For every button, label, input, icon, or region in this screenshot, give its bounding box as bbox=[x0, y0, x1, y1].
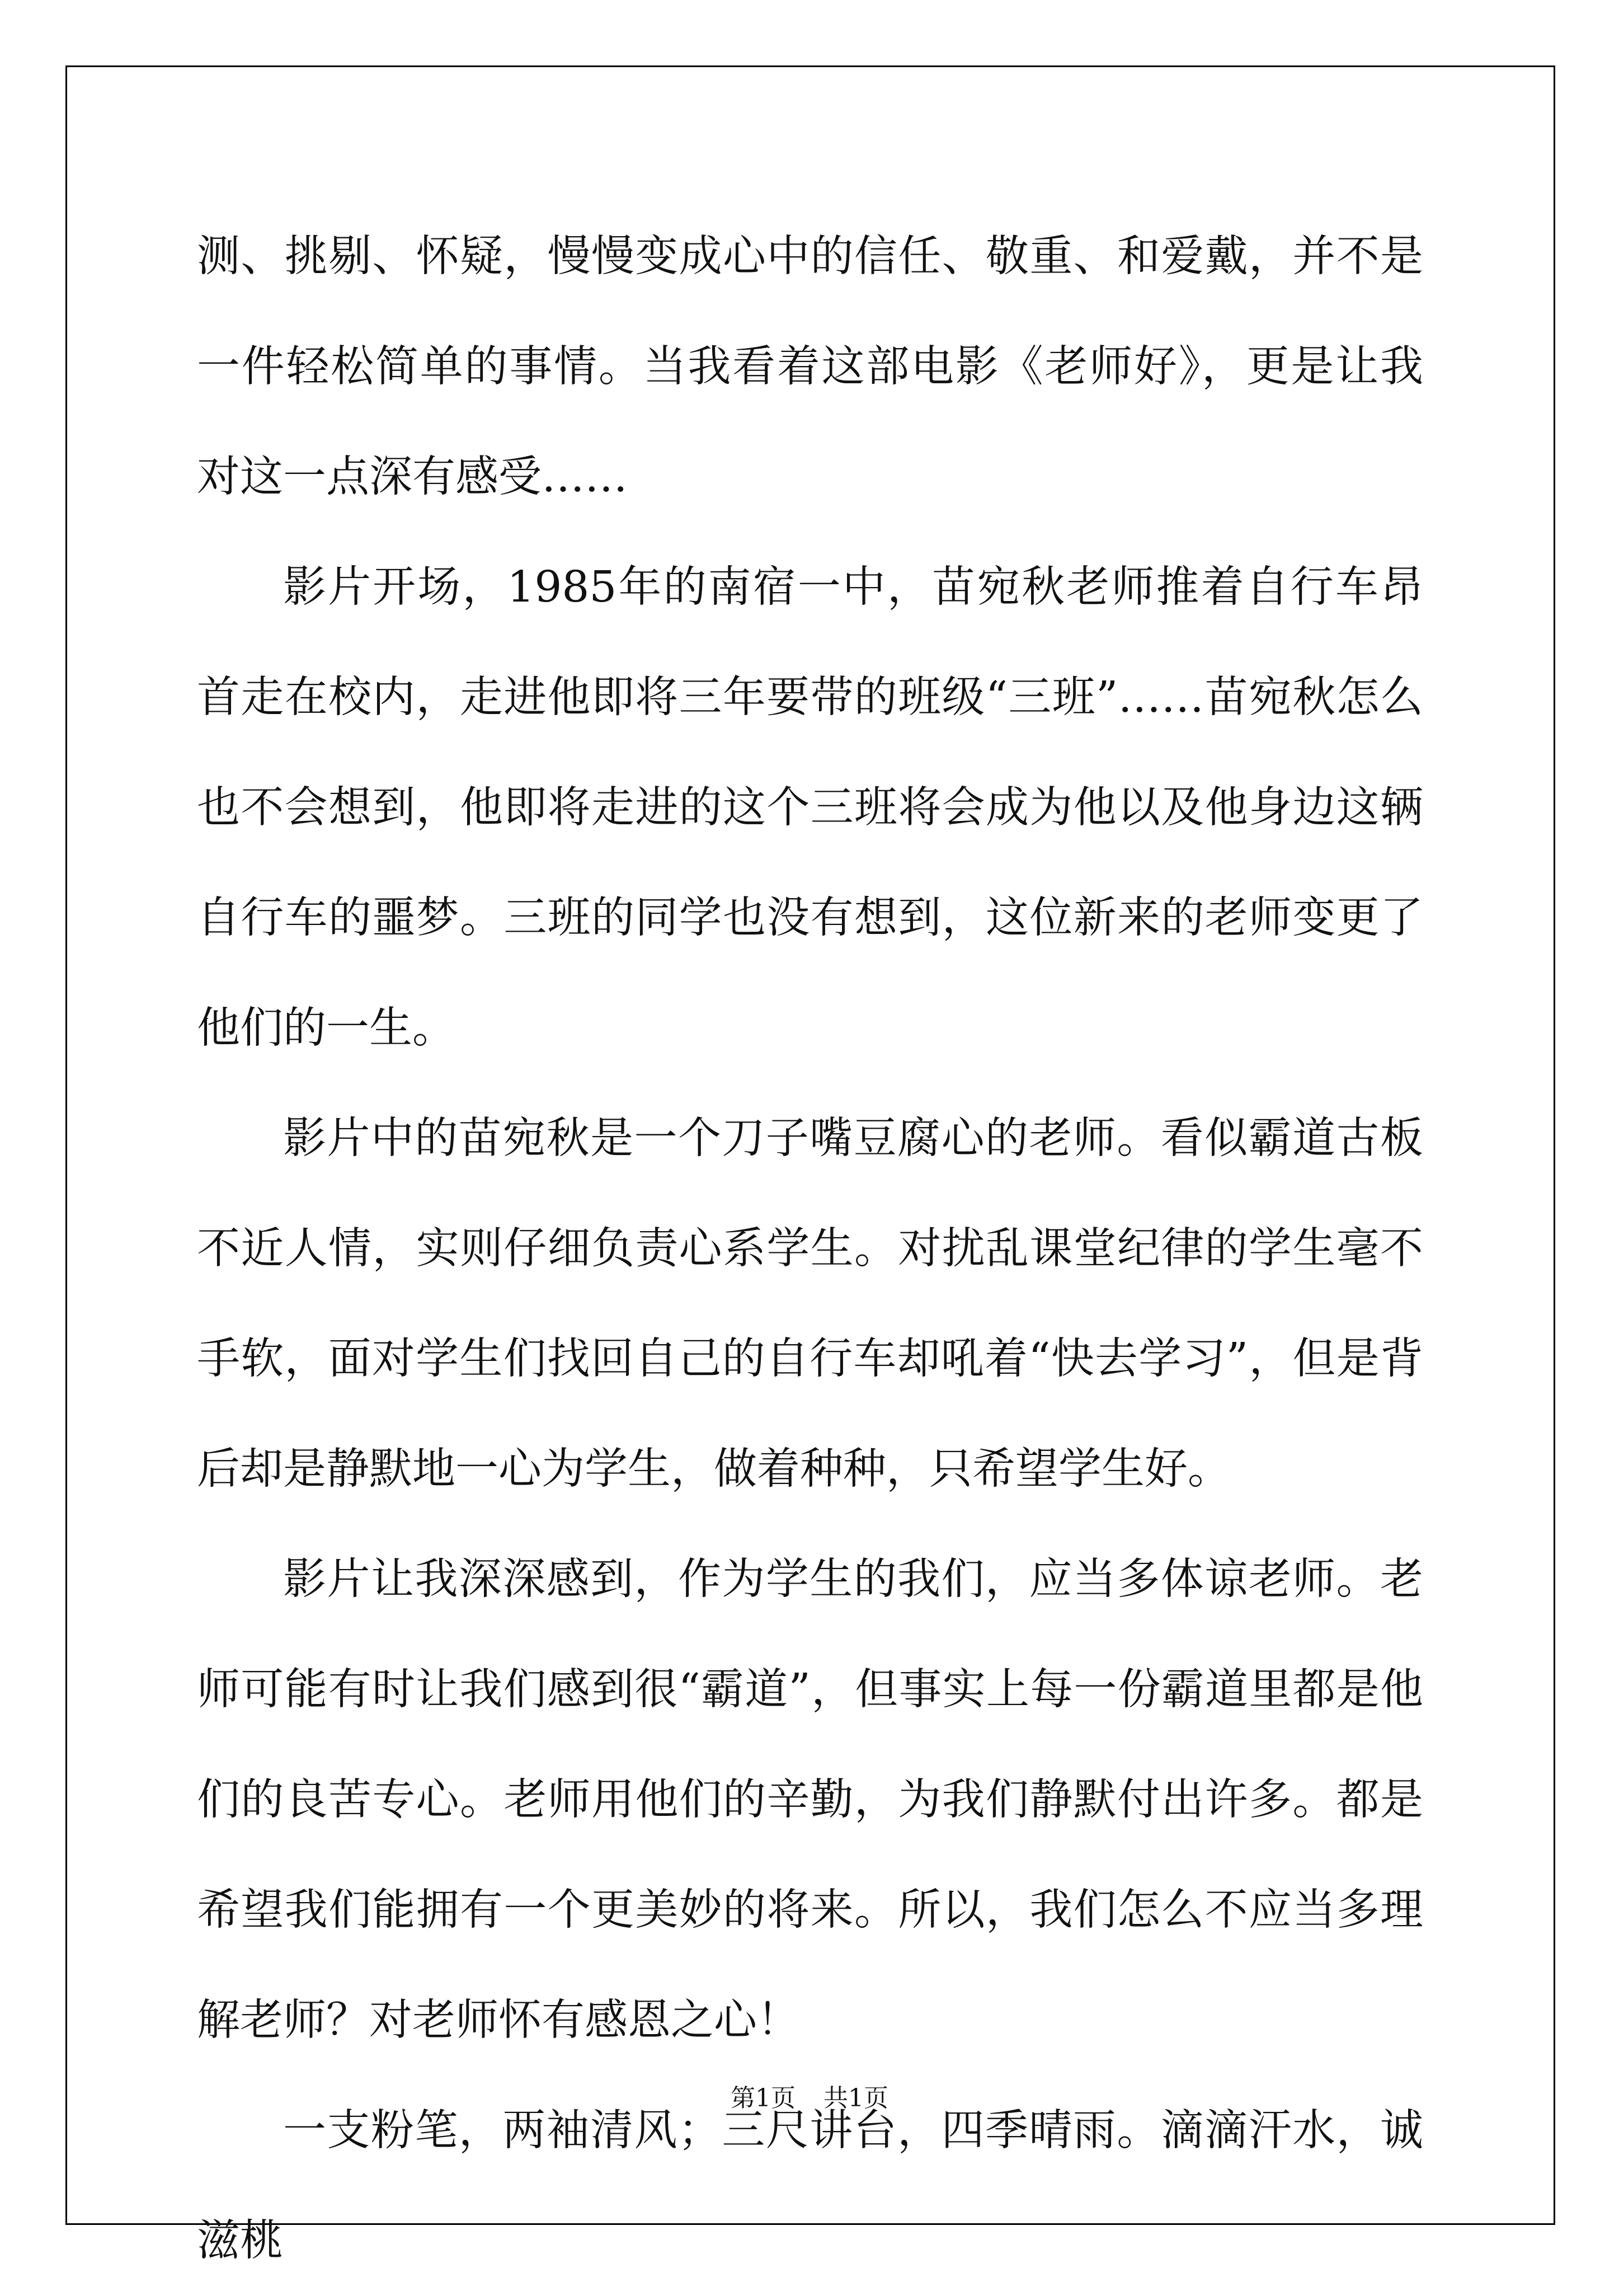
paragraph-2: 影片开场，1985年的南宿一中，苗宛秋老师推着自行车昂首走在校内，走进他即将三年要带的班级“三班”……苗宛秋怎么也不会想到，他即将走进的这个三班将会成为他以及他身边这辆自行车的噩梦。三班的同学也没有想到，这位新来的老师变更了他们的一生。 bbox=[197, 562, 1423, 1053]
paragraph-3: 影片中的苗宛秋是一个刀子嘴豆腐心的老师。看似霸道古板不近人情，实则仔细负责心系学生。对扰乱课堂纪律的学生毫不手软，面对学生们找回自己的自行车却吼着“快去学习”，但是背后却是静默地一心为学生，做着种种，只希望学生好。 bbox=[197, 1114, 1423, 1494]
page-footer bbox=[0, 2082, 1619, 2115]
page-total: 共1页 bbox=[823, 2084, 888, 2112]
paragraph-1: 测、挑剔、怀疑，慢慢变成心中的信任、敬重、和爱戴，并不是一件轻松简单的事情。当我看着这部电影《老师好》，更是让我对这一点深有感受…… bbox=[197, 232, 1423, 502]
paragraph-4: 影片让我深深感到，作为学生的我们，应当多体谅老师。老师可能有时让我们感到很“霸道”，但事实上每一份霸道里都是他们的良苦专心。老师用他们的辛勤，为我们静默付出许多。都是希望我们能拥有一个更美妙的将来。所以，我们怎么不应当多理解老师？对老师怀有感恩之心！ bbox=[197, 1555, 1423, 2045]
page-number: 第1页 bbox=[731, 2084, 796, 2112]
document-body bbox=[197, 201, 1423, 2296]
paragraph-5: 一支粉笔，两袖清风；三尺讲台，四季晴雨。滴滴汗水，诚滋桃 bbox=[197, 2106, 1423, 2266]
